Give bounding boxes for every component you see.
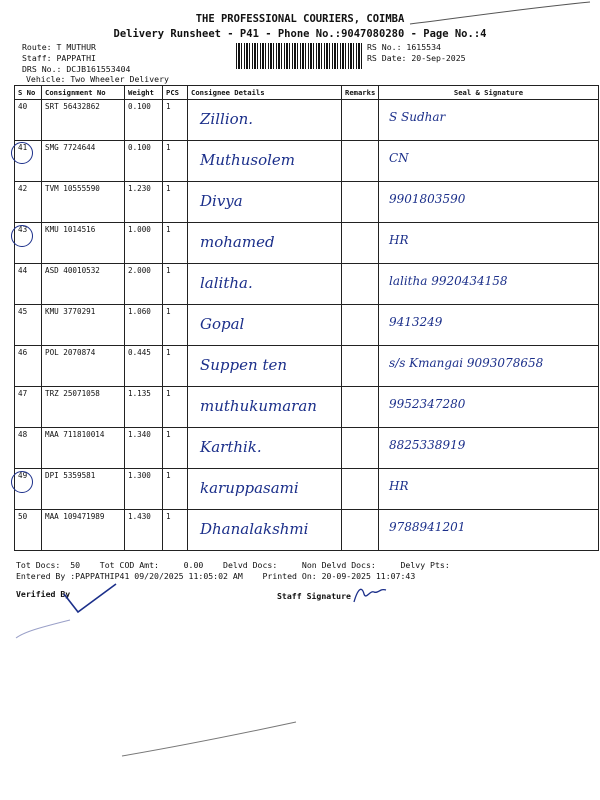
table-row	[15, 223, 599, 264]
handwritten-consignee: lalitha.	[200, 274, 253, 292]
col-sno: S No	[15, 86, 42, 100]
table-row	[15, 428, 599, 469]
seal-cell	[379, 223, 599, 264]
consignee-cell	[188, 223, 342, 264]
consignee-cell	[188, 428, 342, 469]
weight-cell: 1.135	[125, 387, 163, 428]
handwritten-signature: HR	[389, 233, 409, 247]
handwritten-consignee: Zillion.	[200, 110, 254, 128]
col-remarks: Remarks	[342, 86, 379, 100]
pcs-cell: 1	[163, 469, 188, 510]
remarks-cell	[342, 510, 379, 551]
circle-mark-41	[11, 142, 33, 164]
pcs-cell: 1	[163, 100, 188, 141]
table-row	[15, 182, 599, 223]
pcs-cell: 1	[163, 305, 188, 346]
handwritten-consignee: Karthik.	[200, 438, 262, 456]
seal-cell	[379, 510, 599, 551]
rs-date: RS Date: 20-Sep-2025	[367, 53, 466, 63]
remarks-cell	[342, 387, 379, 428]
sno-cell: 44	[15, 264, 42, 305]
pcs-cell: 1	[163, 510, 188, 551]
barcode-image	[236, 43, 364, 69]
seal-cell	[379, 264, 599, 305]
weight-cell: 1.060	[125, 305, 163, 346]
sno-cell: 40	[15, 100, 42, 141]
weight-cell: 1.230	[125, 182, 163, 223]
table-row	[15, 100, 599, 141]
route-label: Route: T MUTHUR	[22, 42, 96, 52]
handwritten-signature: 9901803590	[389, 192, 466, 206]
weight-cell: 1.430	[125, 510, 163, 551]
handwritten-signature: CN	[389, 151, 409, 165]
table-row	[15, 469, 599, 510]
sno-cell: 47	[15, 387, 42, 428]
remarks-cell	[342, 469, 379, 510]
handwritten-consignee: Dhanalakshmi	[200, 520, 309, 538]
verified-by-label: Verified By	[16, 589, 71, 599]
seal-cell	[379, 346, 599, 387]
consignee-cell	[188, 182, 342, 223]
seal-cell	[379, 469, 599, 510]
company-title: THE PROFESSIONAL COURIERS, COIMBA	[195, 13, 405, 25]
entered-by-line: Entered By :PAPPATHIP41 09/20/2025 11:05:02 AM Printed On: 20-09-2025 11:07:43	[16, 571, 416, 581]
vehicle-label: Vehicle: Two Wheeler Delivery	[26, 74, 169, 84]
sno-cell: 43	[15, 223, 42, 264]
consignment-cell: KMU 1014516	[42, 223, 125, 264]
handwritten-consignee: Muthusolem	[200, 151, 295, 169]
remarks-cell	[342, 141, 379, 182]
staff-signature-label: Staff Signature	[277, 591, 351, 601]
consignment-cell: SMG 7724644	[42, 141, 125, 182]
seal-cell	[379, 305, 599, 346]
pcs-cell: 1	[163, 141, 188, 182]
remarks-cell	[342, 305, 379, 346]
consignment-cell: TVM 10555590	[42, 182, 125, 223]
sno-cell: 48	[15, 428, 42, 469]
remarks-cell	[342, 264, 379, 305]
weight-cell: 1.340	[125, 428, 163, 469]
verified-checkmark	[60, 580, 120, 620]
remarks-cell	[342, 346, 379, 387]
pen-stroke-top	[400, 0, 600, 30]
consignee-cell	[188, 387, 342, 428]
table-row	[15, 141, 599, 182]
consignee-cell	[188, 469, 342, 510]
pcs-cell: 1	[163, 264, 188, 305]
pcs-cell: 1	[163, 387, 188, 428]
weight-cell: 1.000	[125, 223, 163, 264]
table-row	[15, 510, 599, 551]
consignee-cell	[188, 510, 342, 551]
sno-cell: 42	[15, 182, 42, 223]
table-row	[15, 346, 599, 387]
consignee-cell	[188, 264, 342, 305]
table-row	[15, 264, 599, 305]
remarks-cell	[342, 428, 379, 469]
consignment-cell: MAA 109471989	[42, 510, 125, 551]
seal-cell	[379, 100, 599, 141]
sno-cell: 49	[15, 469, 42, 510]
circle-mark-43	[11, 225, 33, 247]
consignee-cell	[188, 346, 342, 387]
col-consignment: Consignment No	[42, 86, 125, 100]
rs-number: RS No.: 1615534	[367, 42, 441, 52]
consignee-cell	[188, 100, 342, 141]
remarks-cell	[342, 100, 379, 141]
handwritten-signature: s/s Kmangai 9093078658	[389, 356, 544, 370]
consignment-cell: ASD 40010532	[42, 264, 125, 305]
circle-mark-49	[11, 471, 33, 493]
seal-cell	[379, 428, 599, 469]
table-header-row	[15, 86, 599, 100]
handwritten-consignee: Suppen ten	[200, 356, 288, 374]
runsheet-subtitle: Delivery Runsheet - P41 - Phone No.:9047080280 - Page No.:4	[113, 28, 487, 40]
pcs-cell: 1	[163, 428, 188, 469]
handwritten-signature: HR	[389, 479, 409, 493]
seal-cell	[379, 141, 599, 182]
weight-cell: 1.300	[125, 469, 163, 510]
remarks-cell	[342, 223, 379, 264]
col-pcs: PCS	[163, 86, 188, 100]
drs-number: DRS No.: DCJB161553404	[22, 64, 131, 74]
remarks-cell	[342, 182, 379, 223]
consignment-cell: MAA 711810014	[42, 428, 125, 469]
totals-line: Tot Docs: 50 Tot COD Amt: 0.00 Delvd Docs: Non Delvd Docs: Delvy Pts:	[16, 560, 450, 570]
col-consignee: Consignee Details	[188, 86, 342, 100]
runsheet-table	[14, 85, 599, 551]
consignee-cell	[188, 141, 342, 182]
weight-cell: 0.100	[125, 141, 163, 182]
sno-cell: 50	[15, 510, 42, 551]
consignment-cell: TRZ 25071058	[42, 387, 125, 428]
pen-stroke-bottom	[120, 720, 300, 760]
handwritten-consignee: mohamed	[200, 233, 275, 251]
seal-cell	[379, 182, 599, 223]
handwritten-signature: 9413249	[389, 315, 443, 329]
handwritten-consignee: Gopal	[200, 315, 245, 333]
sno-cell: 45	[15, 305, 42, 346]
pcs-cell: 1	[163, 223, 188, 264]
pcs-cell: 1	[163, 346, 188, 387]
handwritten-signature: lalitha 9920434158	[389, 274, 508, 288]
sno-cell: 46	[15, 346, 42, 387]
handwritten-signature: 8825338919	[389, 438, 466, 452]
handwritten-signature: 9952347280	[389, 397, 466, 411]
col-seal: Seal & Signature	[379, 86, 599, 100]
handwritten-signature: S Sudhar	[389, 110, 446, 124]
faint-stamp	[14, 618, 74, 642]
handwritten-consignee: muthukumaran	[200, 397, 317, 415]
handwritten-signature: 9788941201	[389, 520, 466, 534]
consignment-cell: DPI 5359581	[42, 469, 125, 510]
table-row	[15, 305, 599, 346]
consignment-cell: SRT 56432862	[42, 100, 125, 141]
consignee-cell	[188, 305, 342, 346]
weight-cell: 2.000	[125, 264, 163, 305]
staff-label: Staff: PAPPATHI	[22, 53, 96, 63]
staff-signature-mark	[352, 584, 388, 606]
handwritten-consignee: karuppasami	[200, 479, 299, 497]
pcs-cell: 1	[163, 182, 188, 223]
sno-cell: 41	[15, 141, 42, 182]
consignment-cell: KMU 3770291	[42, 305, 125, 346]
seal-cell	[379, 387, 599, 428]
weight-cell: 0.445	[125, 346, 163, 387]
col-weight: Weight	[125, 86, 163, 100]
weight-cell: 0.100	[125, 100, 163, 141]
consignment-cell: POL 2070874	[42, 346, 125, 387]
table-row	[15, 387, 599, 428]
handwritten-consignee: Divya	[200, 192, 243, 210]
